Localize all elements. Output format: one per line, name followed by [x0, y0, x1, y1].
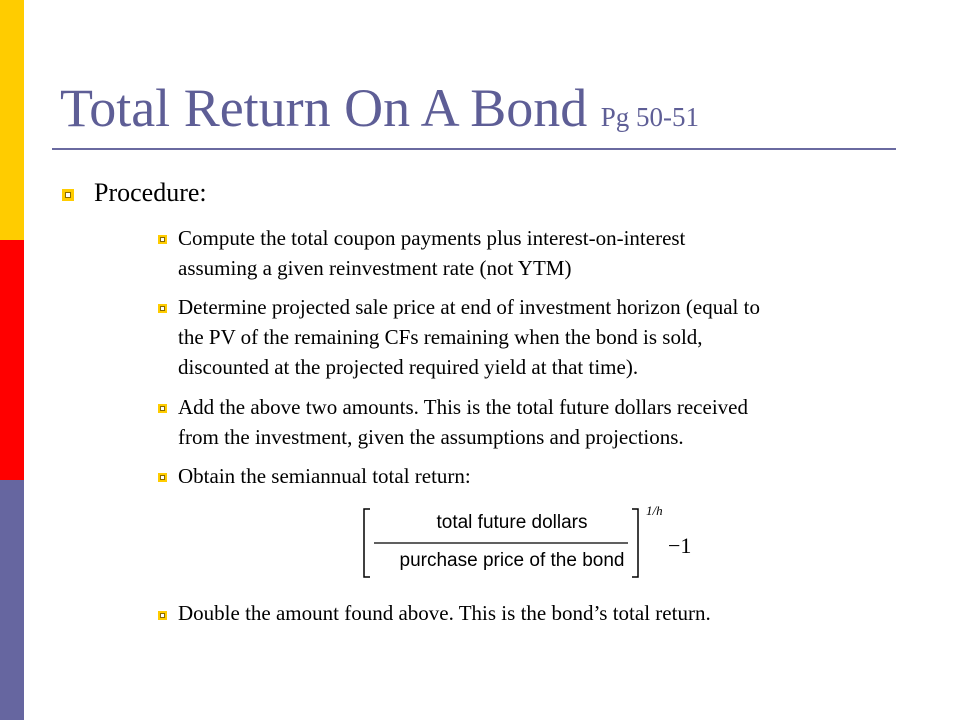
step-3-line-1: Add the above two amounts. This is the total future dollars received [178, 395, 748, 419]
accent-bar-yellow [0, 0, 24, 240]
formula-minus-one: −1 [668, 533, 692, 558]
slide-title-text: Total Return On A Bond [60, 78, 588, 138]
bullet-square-icon [158, 235, 167, 244]
step-2-line-1: Determine projected sale price at end of investment horizon (equal to [178, 295, 760, 319]
step-1-line-1: Compute the total coupon payments plus interest-on-interest [178, 226, 686, 250]
step-2-line-2: the PV of the remaining CFs remaining when the bond is sold, [178, 325, 703, 349]
accent-bar-purple [0, 480, 24, 720]
title-divider [52, 148, 896, 150]
step-3-line-2: from the investment, given the assumptions and projections. [178, 425, 684, 449]
formula-exponent: 1/h [646, 503, 663, 518]
bullet-square-icon [158, 611, 167, 620]
accent-bar-red [0, 240, 24, 480]
bullet-square-icon [158, 404, 167, 413]
step-2-line-3: discounted at the projected required yield at that time). [178, 355, 639, 379]
bullet-square-icon [62, 189, 74, 201]
step-4-line-1: Obtain the semiannual total return: [178, 464, 471, 488]
total-return-formula [360, 505, 710, 581]
bullet-square-icon [158, 304, 167, 313]
slide-title-page-ref: Pg 50-51 [600, 102, 699, 132]
step-4 [178, 461, 918, 491]
bullet-square-icon [158, 473, 167, 482]
step-1-line-2: assuming a given reinvestment rate (not YTM) [178, 256, 572, 280]
formula-denominator: purchase price of the bond [399, 550, 625, 571]
step-5-line-1: Double the amount found above. This is the bond’s total return. [178, 601, 711, 625]
slide-title [60, 76, 699, 149]
step-1 [178, 223, 918, 283]
step-5 [178, 598, 918, 628]
step-3 [178, 392, 918, 452]
procedure-heading: Procedure: [94, 178, 207, 207]
step-2 [178, 292, 918, 382]
formula-numerator: total future dollars [436, 512, 588, 533]
